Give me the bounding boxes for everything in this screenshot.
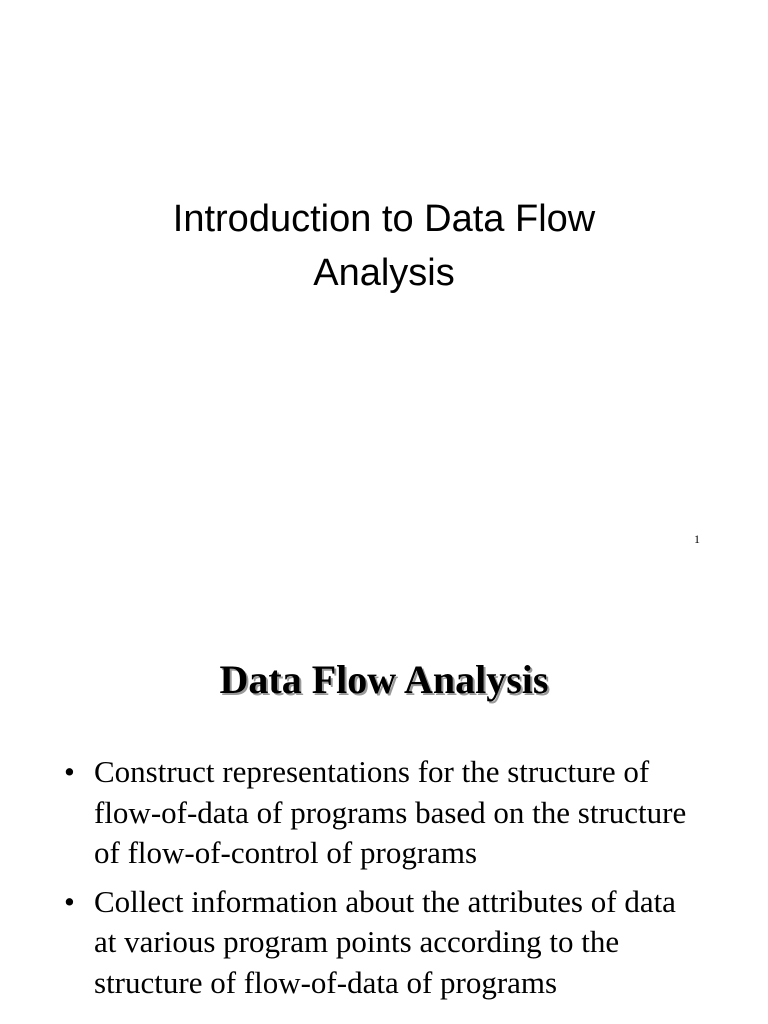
slide-2 bbox=[0, 576, 768, 1024]
bullet-item bbox=[60, 882, 720, 1004]
slide-title bbox=[0, 192, 768, 300]
bullet-item bbox=[60, 752, 720, 874]
bullet-icon: • bbox=[64, 754, 75, 789]
slide-heading: Data Flow Analysis bbox=[219, 657, 549, 702]
page-number: 1 bbox=[694, 532, 700, 546]
bullet-list bbox=[60, 752, 720, 1011]
bullet-icon: • bbox=[64, 883, 75, 919]
slide-title-line-1: Introduction to Data Flow bbox=[172, 198, 596, 240]
bullet-text: Collect information about the attributes of data at various program points according to the structure of flow-of-data of programs bbox=[94, 883, 676, 1000]
bullet-text: Construct representations for the structure of flow-of-data of programs based on the structure of flow-of-control of programs bbox=[94, 754, 687, 870]
slide-title-line-2: Analysis bbox=[313, 252, 455, 294]
